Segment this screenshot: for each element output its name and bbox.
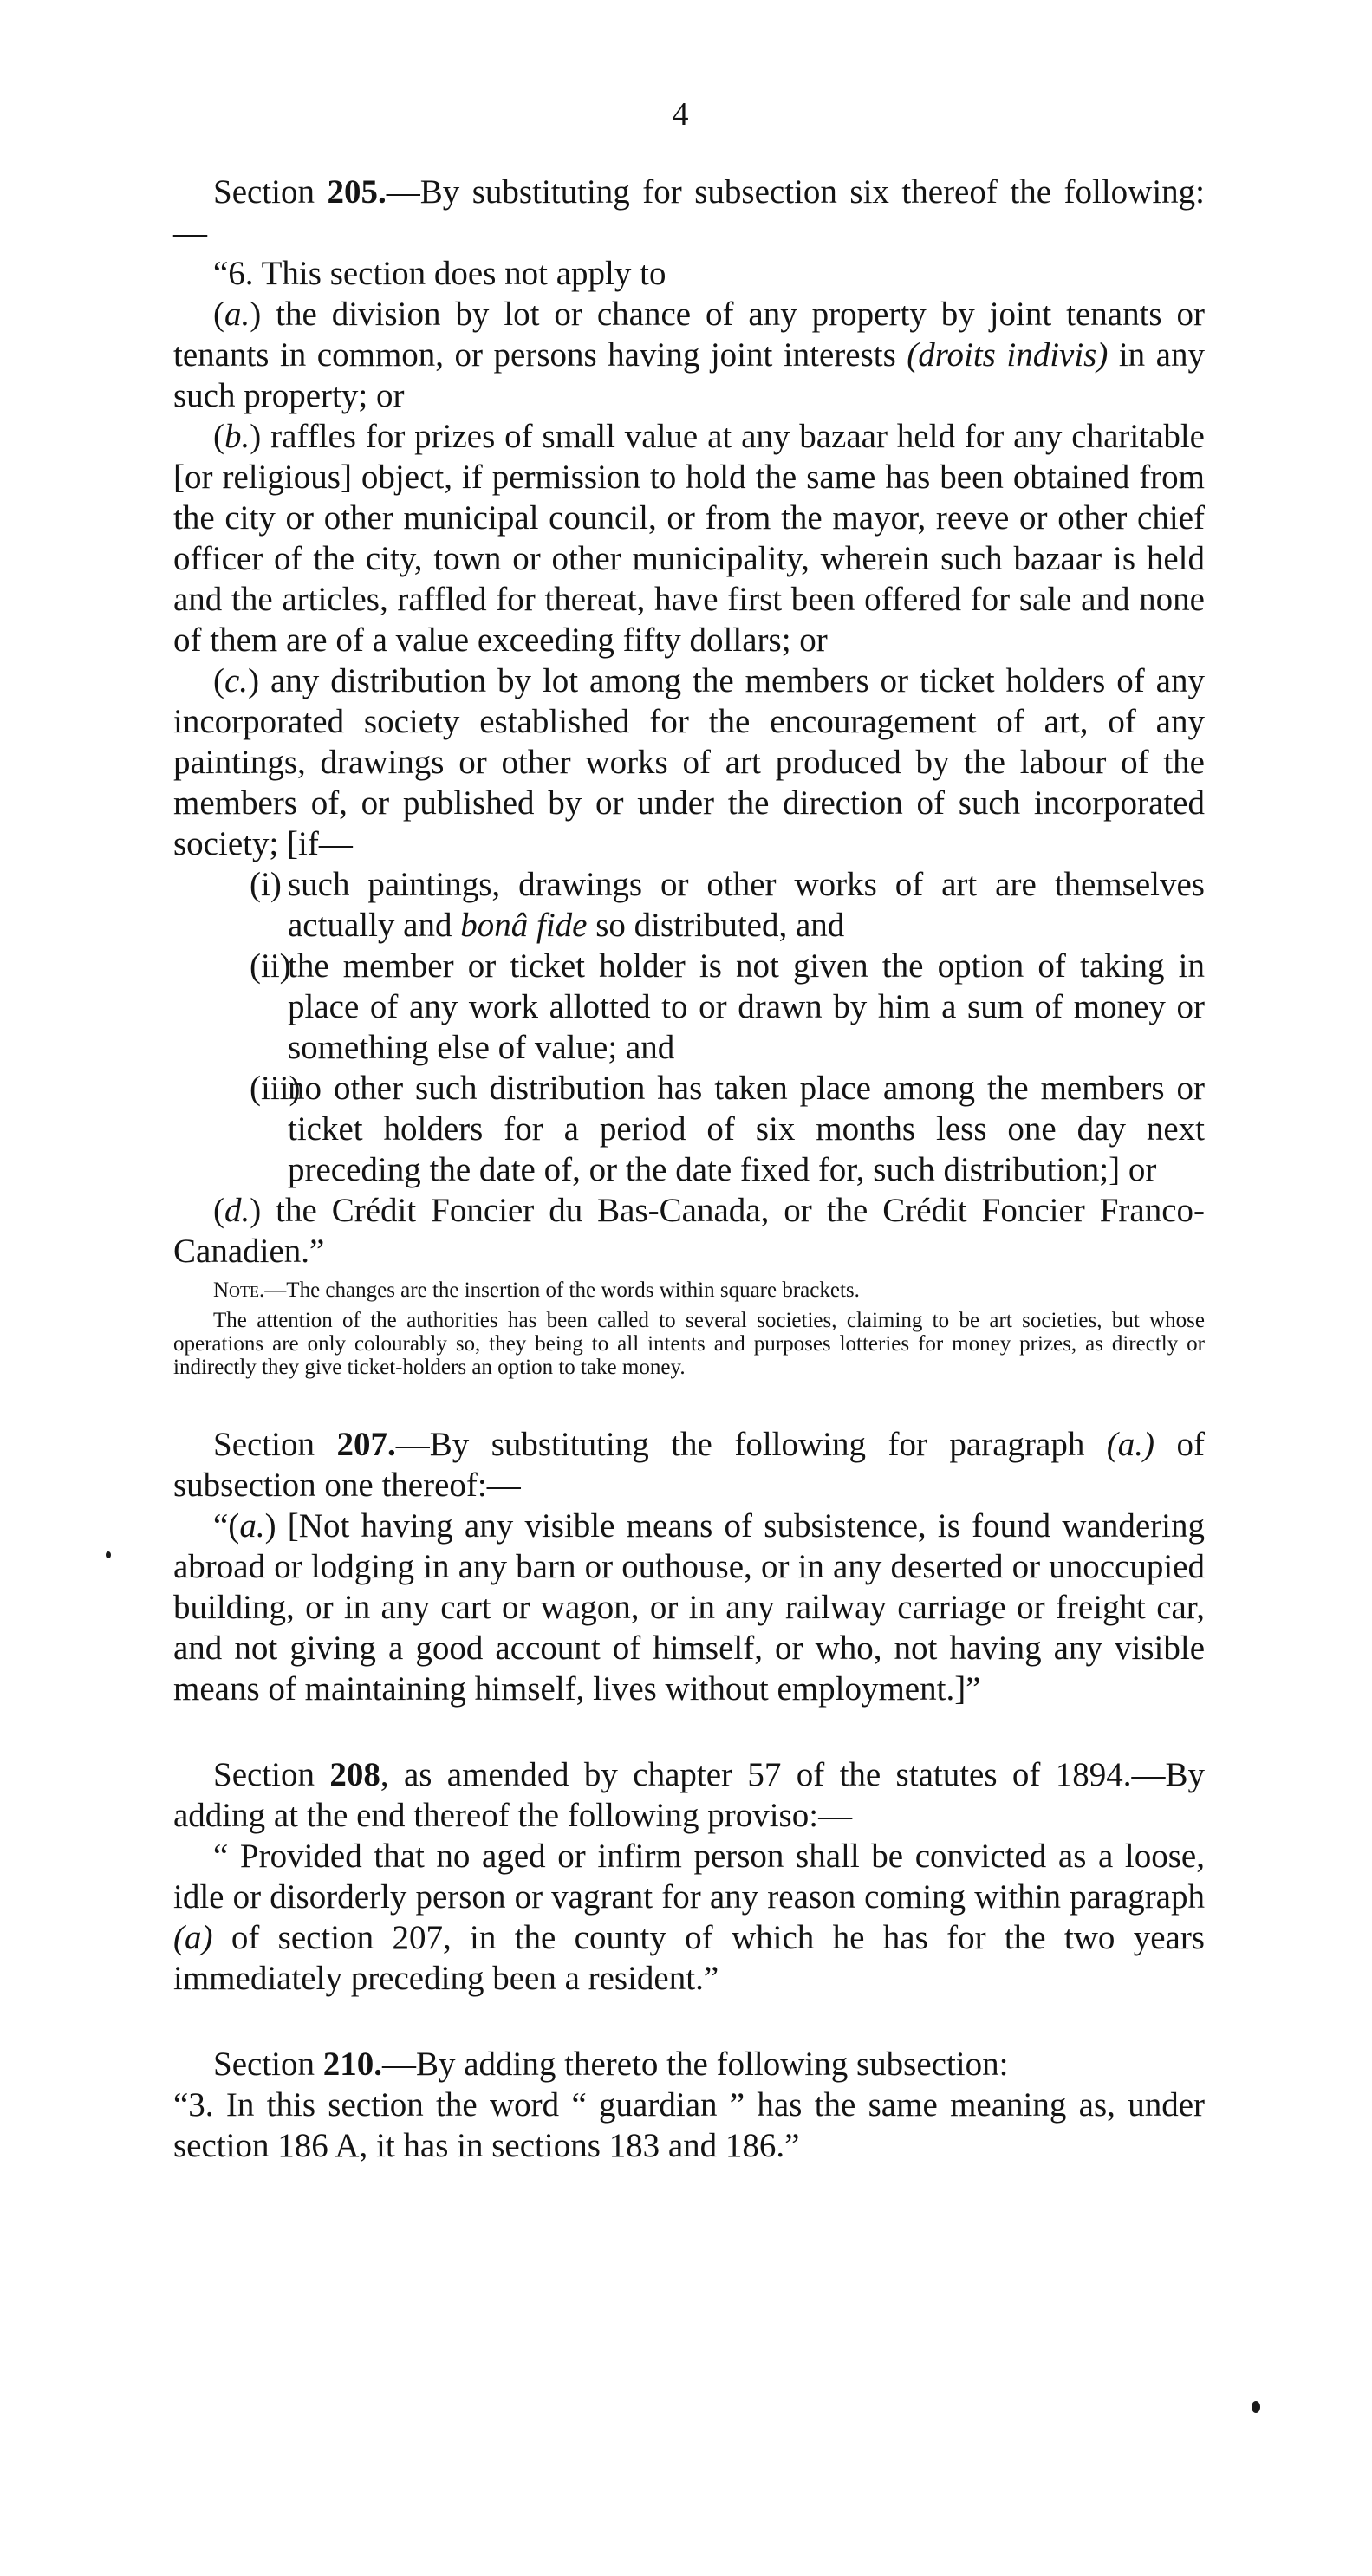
ink-speck (1252, 2401, 1260, 2413)
clause-a (173, 294, 1205, 416)
sub-clause-i (250, 864, 1205, 946)
bona-fide-term: bonâ fide (460, 907, 588, 944)
clause-b-label: (b.) (213, 418, 262, 455)
section-number: 205. (327, 173, 387, 211)
paragraph-a-ref: (a.) (1106, 1426, 1155, 1463)
section-208 (173, 1754, 1205, 1999)
sub-clause-i-text-1: such paintings, drawings or other works of art are themselves actually and (288, 866, 1205, 944)
section-label: Section (213, 2046, 323, 2083)
section-label: Section (213, 1756, 330, 1793)
section-208-proviso (173, 1836, 1205, 1999)
section-210 (173, 2044, 1205, 2166)
sub-clause-iii-number: (iii) (250, 1070, 301, 1107)
clause-d-text: the Crédit Foncier du Bas-Canada, or the Crédit Foncier Franco-Canadien.” (173, 1192, 1205, 1270)
sub-clause-iii (250, 1068, 1205, 1190)
paragraph-a-label: a. (239, 1507, 265, 1545)
ink-speck (106, 1551, 111, 1558)
proviso-text-1: “ Provided that no aged or infirm person shall be convicted as a loose, idle or disorderly person or vagrant for any reason coming within paragraph (173, 1838, 1205, 1916)
clause-a-label: (a.) (213, 296, 262, 333)
clause-c (173, 660, 1205, 864)
section-label: Section (213, 173, 328, 211)
quote-open: “( (213, 1507, 240, 1545)
clause-c-label: (c.) (213, 662, 260, 699)
section-205 (173, 172, 1205, 1379)
editorial-note-1 (173, 1278, 1205, 1302)
section-207-heading (173, 1424, 1205, 1506)
section-208-heading (173, 1754, 1205, 1836)
section-207-text: ) [Not having any visible means of subsistence, is found wandering abroad or lodging in any barn or outhouse, or in any deserted or unoccupied building, or in any cart or wagon, or in any railway carriage or freight car, and not giving a good account of himself, or who, not having any visible means of maintaining himself, lives without employment.]” (173, 1507, 1205, 1708)
sub-clause-ii (250, 946, 1205, 1068)
clause-b (173, 416, 1205, 660)
editorial-note-2: The attention of the authorities has been called to several societies, claiming to be art societies, but whose operations are only colourably so, they being to all intents and purposes lotteries for money prizes, as directly or indirectly they give ticket-holders an option to take money. (173, 1309, 1205, 1379)
sub-clause-iii-text: no other such distribution has taken place among the members or ticket holders for a period of six months less one day next preceding the date of, or the date fixed for, such distribution;] or (288, 1070, 1205, 1188)
section-205-heading (173, 172, 1205, 253)
section-label: Section (213, 1426, 337, 1463)
section-heading-text: —By adding thereto the following subsection: (381, 2046, 1009, 2083)
clause-c-text: any distribution by lot among the members or ticket holders of any incorporated society established for the encouragement of art, of any paintings, drawings or other works of art produced by the labour of the members of, or published by or under the direction of such incorporated society; [if— (173, 662, 1205, 862)
note-label: Note. (213, 1278, 265, 1302)
proviso-text-2: of section 207, in the county of which he has for the two years immediately preceding been a resident.” (173, 1919, 1205, 1997)
section-heading-text: , as amended by chapter 57 of the statutes of 1894.—By adding at the end thereof the following proviso:— (173, 1756, 1206, 1834)
section-210-body: “3. In this section the word “ guardian ” has the same meaning as, under section 186 A, it has in sections 183 and 186.” (173, 2086, 1205, 2164)
page-number: 4 (672, 96, 689, 133)
section-heading-text-2: of subsection one thereof:— (173, 1426, 1205, 1504)
clause-a-droits-indivis: (droits indivis) (907, 336, 1109, 374)
section-heading-text-1: —By substituting the following for paragraph (395, 1426, 1107, 1463)
section-210-heading (173, 2044, 1205, 2085)
clause-d (173, 1190, 1205, 1272)
section-heading-text: —By substituting for subsection six thereof the following:— (173, 173, 1205, 251)
section-number: 207. (336, 1426, 396, 1463)
clause-a-text-2: in any such property; or (173, 336, 1205, 414)
sub-clause-i-number: (i) (250, 866, 282, 903)
note-text-1: —The changes are the insertion of the words within square brackets. (264, 1278, 860, 1302)
section-207-body (173, 1506, 1205, 1709)
subsection-6-intro: “6. This section does not apply to (213, 255, 666, 292)
clause-a-text-1: the division by lot or chance of any property by joint tenants or tenants in common, or persons having joint interests (173, 296, 1205, 374)
sub-clause-i-text-2: so distributed, and (587, 907, 845, 944)
section-207 (173, 1424, 1205, 1709)
clause-b-text: raffles for prizes of small value at any bazaar held for any charitable [or religious] object, if permission to hold the same has been obtained from the city or other municipal council, or from the mayor, reeve or other chief officer of the city, town or other municipality, wherein such bazaar is held and the articles, raffled for thereat, have first been offered for sale and none of them are of a value exceeding fifty dollars; or (173, 418, 1205, 659)
document-page (173, 95, 1205, 2166)
section-number: 208 (329, 1756, 380, 1793)
sub-clause-i-text (288, 864, 1205, 946)
sub-clause-ii-number: (ii) (250, 947, 291, 985)
paragraph-a-ref: (a) (173, 1919, 213, 1956)
sub-clause-ii-text: the member or ticket holder is not given the option of taking in place of any work allotted to or drawn by him a sum of money or something else of value; and (288, 947, 1205, 1066)
clause-d-label: (d.) (213, 1192, 262, 1229)
section-number: 210. (322, 2046, 382, 2083)
